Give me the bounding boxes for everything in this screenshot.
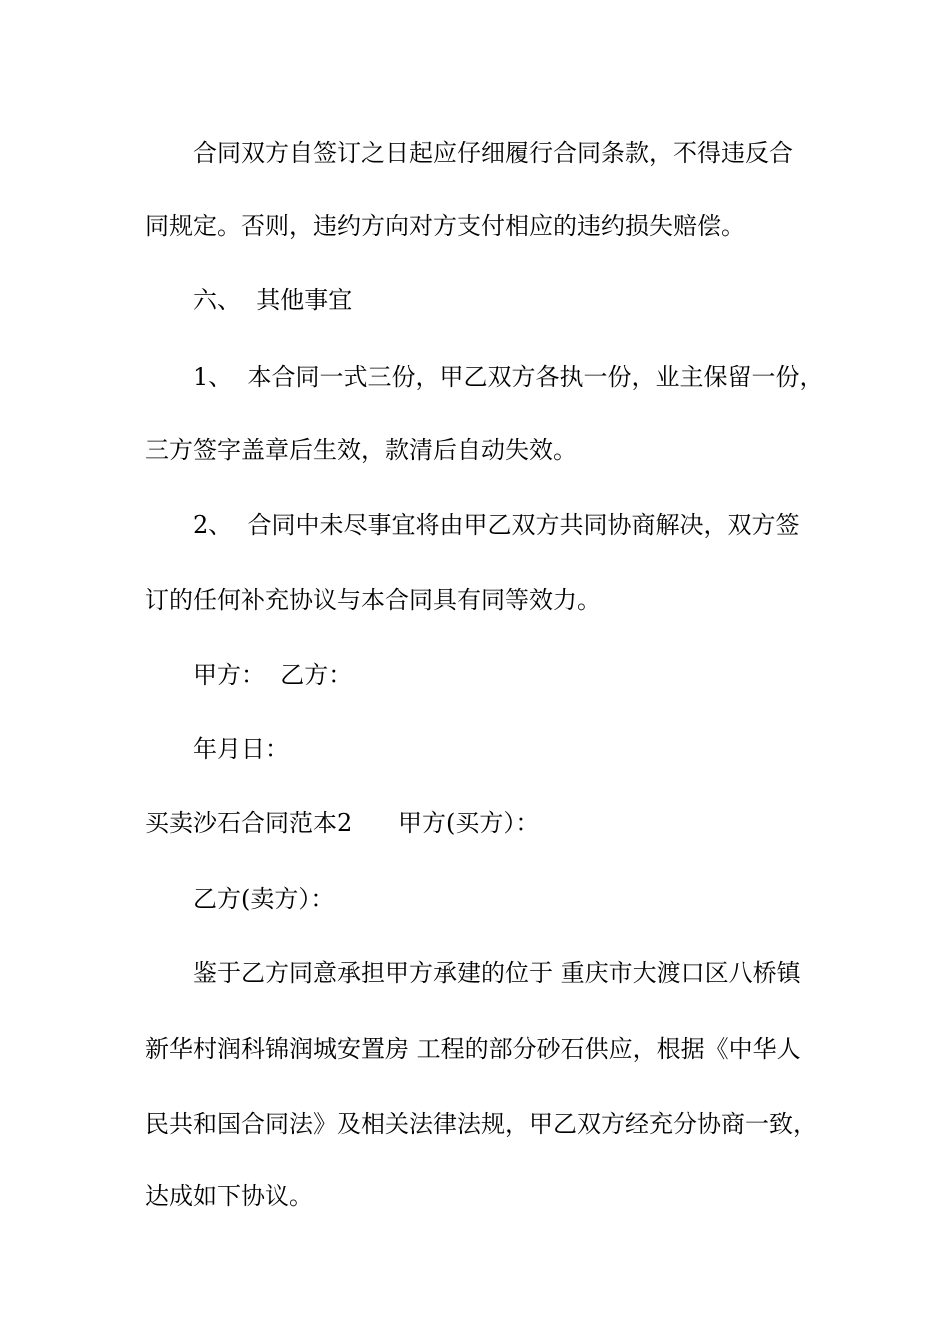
date-line: 年月日： [193, 735, 289, 763]
party-b-line: 乙方(卖方）： [193, 885, 335, 913]
section-heading: 六、 其他事宜 [193, 286, 353, 314]
paragraph-line: 达成如下协议。 [145, 1182, 313, 1210]
paragraph-line: 1、 本合同一式三份，甲乙双方各执一份，业主保留一份， [193, 363, 824, 391]
paragraph-line: 三方签字盖章后生效，款清后自动失效。 [145, 436, 577, 464]
paragraph-line: 民共和国合同法》及相关法律法规，甲乙双方经充分协商一致， [145, 1110, 817, 1138]
paragraph-line: 鉴于乙方同意承担甲方承建的位于 重庆市大渡口区八桥镇 [193, 959, 801, 987]
signature-parties: 甲方： 乙方： [193, 661, 353, 689]
paragraph-line: 合同双方自签订之日起应仔细履行合同条款，不得违反合 [193, 139, 793, 167]
paragraph-line: 新华村润科锦润城安置房 工程的部分砂石供应，根据《中华人 [145, 1035, 801, 1063]
paragraph-line: 订的任何补充协议与本合同具有同等效力。 [145, 586, 601, 614]
paragraph-line: 2、 合同中未尽事宜将由甲乙双方共同协商解决，双方签 [193, 511, 800, 539]
contract-title-line: 买卖沙石合同范本2 甲方(买方）： [145, 809, 540, 837]
paragraph-line: 同规定。否则，违约方向对方支付相应的违约损失赔偿。 [145, 212, 745, 240]
